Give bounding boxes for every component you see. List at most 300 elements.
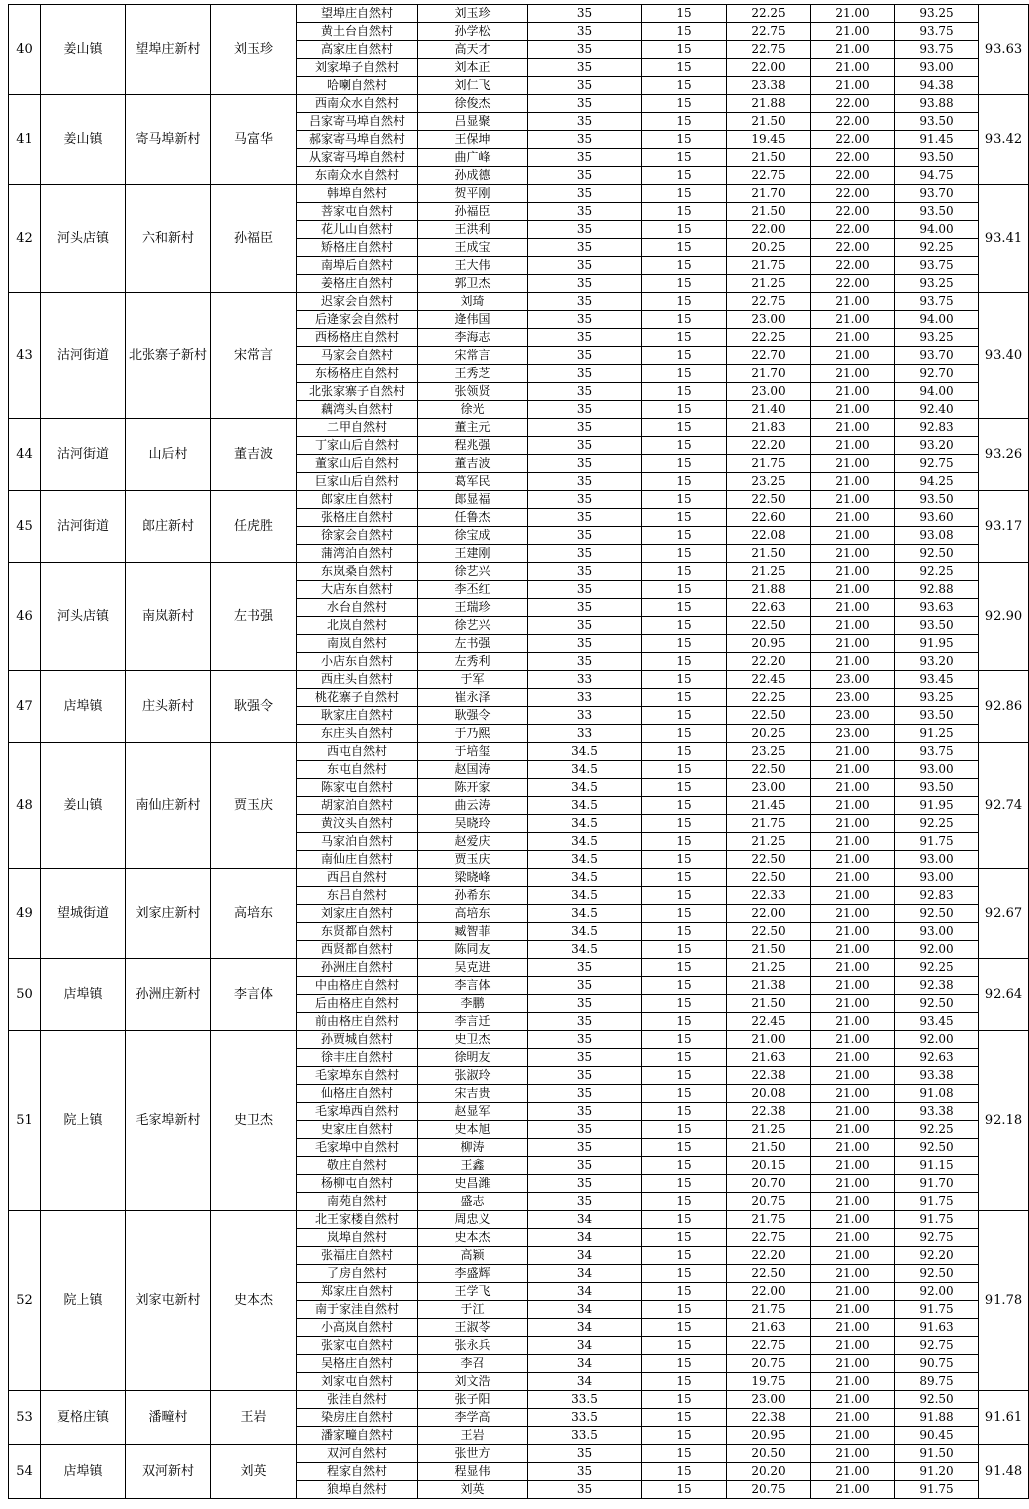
score-b-cell: 15 [642,329,727,347]
village-total-cell: 89.75 [895,1373,979,1391]
person-cell: 贺平刚 [418,185,528,203]
village-total-cell: 94.00 [895,221,979,239]
score-a-cell: 34.5 [528,815,642,833]
score-a-cell: 35 [528,1049,642,1067]
score-c-cell: 22.20 [727,437,811,455]
score-d-cell: 21.00 [811,815,895,833]
score-a-cell: 34.5 [528,761,642,779]
village-total-cell: 91.75 [895,1301,979,1319]
village-total-cell: 93.75 [895,293,979,311]
natural-village-cell: 东南众水自然村 [297,167,418,185]
score-c-cell: 22.25 [727,5,811,23]
person-cell: 曲云涛 [418,797,528,815]
person-cell: 李言迁 [418,1013,528,1031]
natural-village-cell: 东杨格庄自然村 [297,365,418,383]
village-total-cell: 93.50 [895,113,979,131]
person-cell: 贾玉庆 [418,851,528,869]
natural-village-cell: 孙洲庄自然村 [297,959,418,977]
natural-village-cell: 迟家会自然村 [297,293,418,311]
person-cell: 张领贤 [418,383,528,401]
score-a-cell: 35 [528,1013,642,1031]
score-d-cell: 21.00 [811,77,895,95]
natural-village-cell: 北王家楼自然村 [297,1211,418,1229]
score-d-cell: 21.00 [811,1193,895,1211]
person-cell: 徐光 [418,401,528,419]
person-cell: 张子阳 [418,1391,528,1409]
village-total-cell: 92.63 [895,1049,979,1067]
new-village-cell: 双河新村 [126,1445,211,1499]
village-total-cell: 92.50 [895,1265,979,1283]
score-b-cell: 15 [642,185,727,203]
natural-village-cell: 西贤都自然村 [297,941,418,959]
person-cell: 吕显聚 [418,113,528,131]
score-a-cell: 35 [528,95,642,113]
natural-village-cell: 双河自然村 [297,1445,418,1463]
table-row [9,1445,1029,1463]
village-total-cell: 92.20 [895,1247,979,1265]
score-a-cell: 34.5 [528,743,642,761]
score-c-cell: 22.45 [727,671,811,689]
score-d-cell: 21.00 [811,437,895,455]
leader-cell: 孙福臣 [211,185,297,293]
group-number-cell: 49 [9,869,41,959]
score-b-cell: 15 [642,1121,727,1139]
person-cell: 李学高 [418,1409,528,1427]
natural-village-cell: 染房庄自然村 [297,1409,418,1427]
score-d-cell: 21.00 [811,419,895,437]
score-c-cell: 22.75 [727,1229,811,1247]
score-d-cell: 22.00 [811,203,895,221]
village-total-cell: 93.50 [895,149,979,167]
score-b-cell: 15 [642,599,727,617]
score-c-cell: 22.75 [727,41,811,59]
natural-village-cell: 陈家屯自然村 [297,779,418,797]
natural-village-cell: 南埠后自然村 [297,257,418,275]
score-b-cell: 15 [642,293,727,311]
person-cell: 于军 [418,671,528,689]
town-cell: 姜山镇 [41,5,126,95]
score-b-cell: 15 [642,221,727,239]
score-a-cell: 35 [528,1085,642,1103]
score-a-cell: 35 [528,419,642,437]
natural-village-cell: 张家屯自然村 [297,1337,418,1355]
village-total-cell: 90.75 [895,1355,979,1373]
natural-village-cell: 西南众水自然村 [297,95,418,113]
score-c-cell: 23.25 [727,473,811,491]
score-d-cell: 21.00 [811,473,895,491]
score-d-cell: 21.00 [811,1139,895,1157]
score-d-cell: 23.00 [811,725,895,743]
score-c-cell: 21.75 [727,815,811,833]
score-c-cell: 22.00 [727,1283,811,1301]
natural-village-cell: 菩家屯自然村 [297,203,418,221]
new-village-cell: 潘疃村 [126,1391,211,1445]
person-cell: 徐艺兴 [418,563,528,581]
table-row [9,5,1029,23]
natural-village-cell: 程家自然村 [297,1463,418,1481]
group-number-cell: 45 [9,491,41,563]
score-a-cell: 35 [528,1067,642,1085]
score-a-cell: 33.5 [528,1391,642,1409]
village-total-cell: 92.83 [895,419,979,437]
score-a-cell: 35 [528,1157,642,1175]
score-c-cell: 20.50 [727,1445,811,1463]
table-row [9,671,1029,689]
town-cell: 沽河街道 [41,419,126,491]
person-cell: 耿强令 [418,707,528,725]
town-cell: 院上镇 [41,1031,126,1211]
village-total-cell: 92.50 [895,905,979,923]
table-row [9,185,1029,203]
score-c-cell: 22.00 [727,905,811,923]
group-average-cell: 93.63 [979,5,1029,95]
score-b-cell: 15 [642,5,727,23]
new-village-cell: 庄头新村 [126,671,211,743]
person-cell: 梁晓峰 [418,869,528,887]
score-a-cell: 35 [528,329,642,347]
score-d-cell: 21.00 [811,1157,895,1175]
score-b-cell: 15 [642,635,727,653]
natural-village-cell: 南苑自然村 [297,1193,418,1211]
natural-village-cell: 西杨格庄自然村 [297,329,418,347]
leader-cell: 耿强令 [211,671,297,743]
score-c-cell: 20.70 [727,1175,811,1193]
score-a-cell: 34 [528,1211,642,1229]
group-average-cell: 91.78 [979,1211,1029,1391]
score-table-container [8,4,1029,1499]
group-average-cell: 92.74 [979,743,1029,869]
person-cell: 王大伟 [418,257,528,275]
score-a-cell: 35 [528,1031,642,1049]
score-a-cell: 35 [528,131,642,149]
natural-village-cell: 郝家寄马埠自然村 [297,131,418,149]
score-a-cell: 34.5 [528,869,642,887]
score-d-cell: 22.00 [811,149,895,167]
score-c-cell: 21.25 [727,833,811,851]
score-b-cell: 15 [642,815,727,833]
person-cell: 王洪利 [418,221,528,239]
score-c-cell: 21.40 [727,401,811,419]
score-a-cell: 35 [528,977,642,995]
village-total-cell: 92.75 [895,455,979,473]
score-c-cell: 21.25 [727,959,811,977]
score-c-cell: 23.00 [727,779,811,797]
village-total-cell: 93.75 [895,23,979,41]
person-cell: 张世方 [418,1445,528,1463]
score-d-cell: 21.00 [811,1265,895,1283]
person-cell: 史本旭 [418,1121,528,1139]
natural-village-cell: 刘家庄自然村 [297,905,418,923]
natural-village-cell: 丁家山后自然村 [297,437,418,455]
person-cell: 张淑玲 [418,1067,528,1085]
score-a-cell: 34 [528,1373,642,1391]
score-c-cell: 21.75 [727,257,811,275]
score-a-cell: 35 [528,581,642,599]
village-total-cell: 91.95 [895,797,979,815]
group-average-cell: 93.42 [979,95,1029,185]
natural-village-cell: 望埠庄自然村 [297,5,418,23]
score-d-cell: 21.00 [811,293,895,311]
person-cell: 刘仁飞 [418,77,528,95]
natural-village-cell: 前由格庄自然村 [297,1013,418,1031]
score-b-cell: 15 [642,77,727,95]
village-total-cell: 93.75 [895,257,979,275]
person-cell: 李丕红 [418,581,528,599]
score-d-cell: 21.00 [811,1427,895,1445]
score-b-cell: 15 [642,1049,727,1067]
score-b-cell: 15 [642,761,727,779]
score-b-cell: 15 [642,833,727,851]
score-a-cell: 35 [528,41,642,59]
village-total-cell: 94.75 [895,167,979,185]
village-total-cell: 93.08 [895,527,979,545]
village-total-cell: 92.88 [895,581,979,599]
village-total-cell: 92.00 [895,941,979,959]
score-d-cell: 23.00 [811,671,895,689]
score-c-cell: 22.75 [727,167,811,185]
score-b-cell: 15 [642,1157,727,1175]
village-total-cell: 92.75 [895,1229,979,1247]
natural-village-cell: 毛家埠中自然村 [297,1139,418,1157]
new-village-cell: 刘家庄新村 [126,869,211,959]
score-d-cell: 21.00 [811,1085,895,1103]
score-a-cell: 35 [528,311,642,329]
score-b-cell: 15 [642,149,727,167]
score-a-cell: 35 [528,1121,642,1139]
score-b-cell: 15 [642,203,727,221]
score-a-cell: 35 [528,1481,642,1499]
score-b-cell: 15 [642,1175,727,1193]
natural-village-cell: 东岚桑自然村 [297,563,418,581]
score-d-cell: 22.00 [811,239,895,257]
person-cell: 高天才 [418,41,528,59]
score-b-cell: 15 [642,797,727,815]
person-cell: 孙福臣 [418,203,528,221]
score-c-cell: 20.75 [727,1481,811,1499]
village-total-cell: 91.75 [895,833,979,851]
person-cell: 于乃熙 [418,725,528,743]
score-c-cell: 21.50 [727,995,811,1013]
score-b-cell: 15 [642,671,727,689]
score-d-cell: 21.00 [811,1409,895,1427]
person-cell: 徐俊杰 [418,95,528,113]
natural-village-cell: 徐家会自然村 [297,527,418,545]
village-total-cell: 92.25 [895,959,979,977]
natural-village-cell: 西屯自然村 [297,743,418,761]
score-c-cell: 22.00 [727,221,811,239]
score-b-cell: 15 [642,1031,727,1049]
score-a-cell: 34 [528,1247,642,1265]
score-d-cell: 21.00 [811,905,895,923]
natural-village-cell: 马家泊自然村 [297,833,418,851]
score-table-body [9,5,1029,1499]
person-cell: 徐宝成 [418,527,528,545]
town-cell: 河头店镇 [41,563,126,671]
natural-village-cell: 水台自然村 [297,599,418,617]
village-total-cell: 93.88 [895,95,979,113]
score-d-cell: 21.00 [811,617,895,635]
score-d-cell: 21.00 [811,401,895,419]
score-c-cell: 22.50 [727,1265,811,1283]
table-row [9,743,1029,761]
score-a-cell: 35 [528,365,642,383]
score-b-cell: 15 [642,527,727,545]
score-a-cell: 35 [528,347,642,365]
leader-cell: 史卫杰 [211,1031,297,1211]
score-a-cell: 35 [528,1139,642,1157]
score-a-cell: 35 [528,23,642,41]
village-total-cell: 93.50 [895,491,979,509]
person-cell: 陈开家 [418,779,528,797]
score-c-cell: 22.25 [727,689,811,707]
score-b-cell: 15 [642,59,727,77]
village-total-cell: 93.60 [895,509,979,527]
natural-village-cell: 南于家洼自然村 [297,1301,418,1319]
score-d-cell: 21.00 [811,851,895,869]
score-a-cell: 35 [528,617,642,635]
table-row [9,959,1029,977]
score-b-cell: 15 [642,1211,727,1229]
person-cell: 王建刚 [418,545,528,563]
score-c-cell: 21.38 [727,977,811,995]
village-total-cell: 93.75 [895,41,979,59]
village-total-cell: 93.50 [895,617,979,635]
new-village-cell: 望埠庄新村 [126,5,211,95]
score-a-cell: 35 [528,599,642,617]
natural-village-cell: 北岚自然村 [297,617,418,635]
group-number-cell: 44 [9,419,41,491]
person-cell: 赵爱庆 [418,833,528,851]
score-a-cell: 35 [528,383,642,401]
score-d-cell: 21.00 [811,365,895,383]
table-row [9,1391,1029,1409]
village-total-cell: 91.20 [895,1463,979,1481]
person-cell: 徐明友 [418,1049,528,1067]
score-a-cell: 35 [528,959,642,977]
village-total-cell: 93.38 [895,1067,979,1085]
group-number-cell: 46 [9,563,41,671]
natural-village-cell: 岚埠自然村 [297,1229,418,1247]
village-total-cell: 92.75 [895,1337,979,1355]
natural-village-cell: 敬庄自然村 [297,1157,418,1175]
group-average-cell: 93.26 [979,419,1029,491]
score-d-cell: 21.00 [811,5,895,23]
score-b-cell: 15 [642,1085,727,1103]
natural-village-cell: 蒲湾泊自然村 [297,545,418,563]
village-total-cell: 92.38 [895,977,979,995]
village-total-cell: 93.25 [895,329,979,347]
score-b-cell: 15 [642,1445,727,1463]
score-b-cell: 15 [642,455,727,473]
score-a-cell: 33.5 [528,1409,642,1427]
score-b-cell: 15 [642,113,727,131]
group-number-cell: 43 [9,293,41,419]
score-c-cell: 22.20 [727,653,811,671]
leader-cell: 任虎胜 [211,491,297,563]
natural-village-cell: 刘家埠子自然村 [297,59,418,77]
new-village-cell: 南仙庄新村 [126,743,211,869]
score-a-cell: 33 [528,671,642,689]
score-a-cell: 34 [528,1301,642,1319]
village-total-cell: 93.45 [895,1013,979,1031]
score-c-cell: 21.75 [727,455,811,473]
score-d-cell: 21.00 [811,455,895,473]
score-c-cell: 22.33 [727,887,811,905]
score-a-cell: 35 [528,1175,642,1193]
score-a-cell: 35 [528,59,642,77]
score-a-cell: 34 [528,1283,642,1301]
natural-village-cell: 哈喇自然村 [297,77,418,95]
score-a-cell: 35 [528,491,642,509]
score-a-cell: 35 [528,257,642,275]
village-total-cell: 92.25 [895,1121,979,1139]
score-d-cell: 21.00 [811,797,895,815]
natural-village-cell: 韩埠自然村 [297,185,418,203]
score-a-cell: 35 [528,1463,642,1481]
score-a-cell: 34 [528,1229,642,1247]
score-c-cell: 22.50 [727,923,811,941]
person-cell: 高颖 [418,1247,528,1265]
person-cell: 史昌潍 [418,1175,528,1193]
group-number-cell: 54 [9,1445,41,1499]
person-cell: 王秀芝 [418,365,528,383]
score-b-cell: 15 [642,167,727,185]
village-total-cell: 91.50 [895,1445,979,1463]
score-b-cell: 15 [642,509,727,527]
score-d-cell: 21.00 [811,1391,895,1409]
town-cell: 姜山镇 [41,743,126,869]
score-a-cell: 34.5 [528,851,642,869]
score-a-cell: 35 [528,509,642,527]
village-total-cell: 92.25 [895,239,979,257]
score-c-cell: 21.50 [727,941,811,959]
person-cell: 左秀利 [418,653,528,671]
score-c-cell: 20.75 [727,1355,811,1373]
person-cell: 于培玺 [418,743,528,761]
score-a-cell: 35 [528,527,642,545]
score-d-cell: 21.00 [811,1463,895,1481]
village-total-cell: 93.00 [895,869,979,887]
group-average-cell: 93.17 [979,491,1029,563]
person-cell: 李言体 [418,977,528,995]
score-b-cell: 15 [642,545,727,563]
score-b-cell: 15 [642,941,727,959]
score-b-cell: 15 [642,617,727,635]
score-d-cell: 22.00 [811,113,895,131]
score-a-cell: 34.5 [528,779,642,797]
village-total-cell: 93.63 [895,599,979,617]
score-a-cell: 33.5 [528,1427,642,1445]
village-total-cell: 91.75 [895,1481,979,1499]
score-b-cell: 15 [642,365,727,383]
score-d-cell: 22.00 [811,221,895,239]
village-total-cell: 91.75 [895,1211,979,1229]
person-cell: 孙成德 [418,167,528,185]
person-cell: 周忠义 [418,1211,528,1229]
score-a-cell: 34.5 [528,923,642,941]
score-c-cell: 21.25 [727,1121,811,1139]
village-total-cell: 94.38 [895,77,979,95]
score-b-cell: 15 [642,1139,727,1157]
natural-village-cell: 郎家庄自然村 [297,491,418,509]
score-d-cell: 22.00 [811,257,895,275]
natural-village-cell: 东贤都自然村 [297,923,418,941]
score-d-cell: 21.00 [811,59,895,77]
village-total-cell: 93.00 [895,761,979,779]
natural-village-cell: 姜格庄自然村 [297,275,418,293]
leader-cell: 王岩 [211,1391,297,1445]
score-b-cell: 15 [642,1463,727,1481]
